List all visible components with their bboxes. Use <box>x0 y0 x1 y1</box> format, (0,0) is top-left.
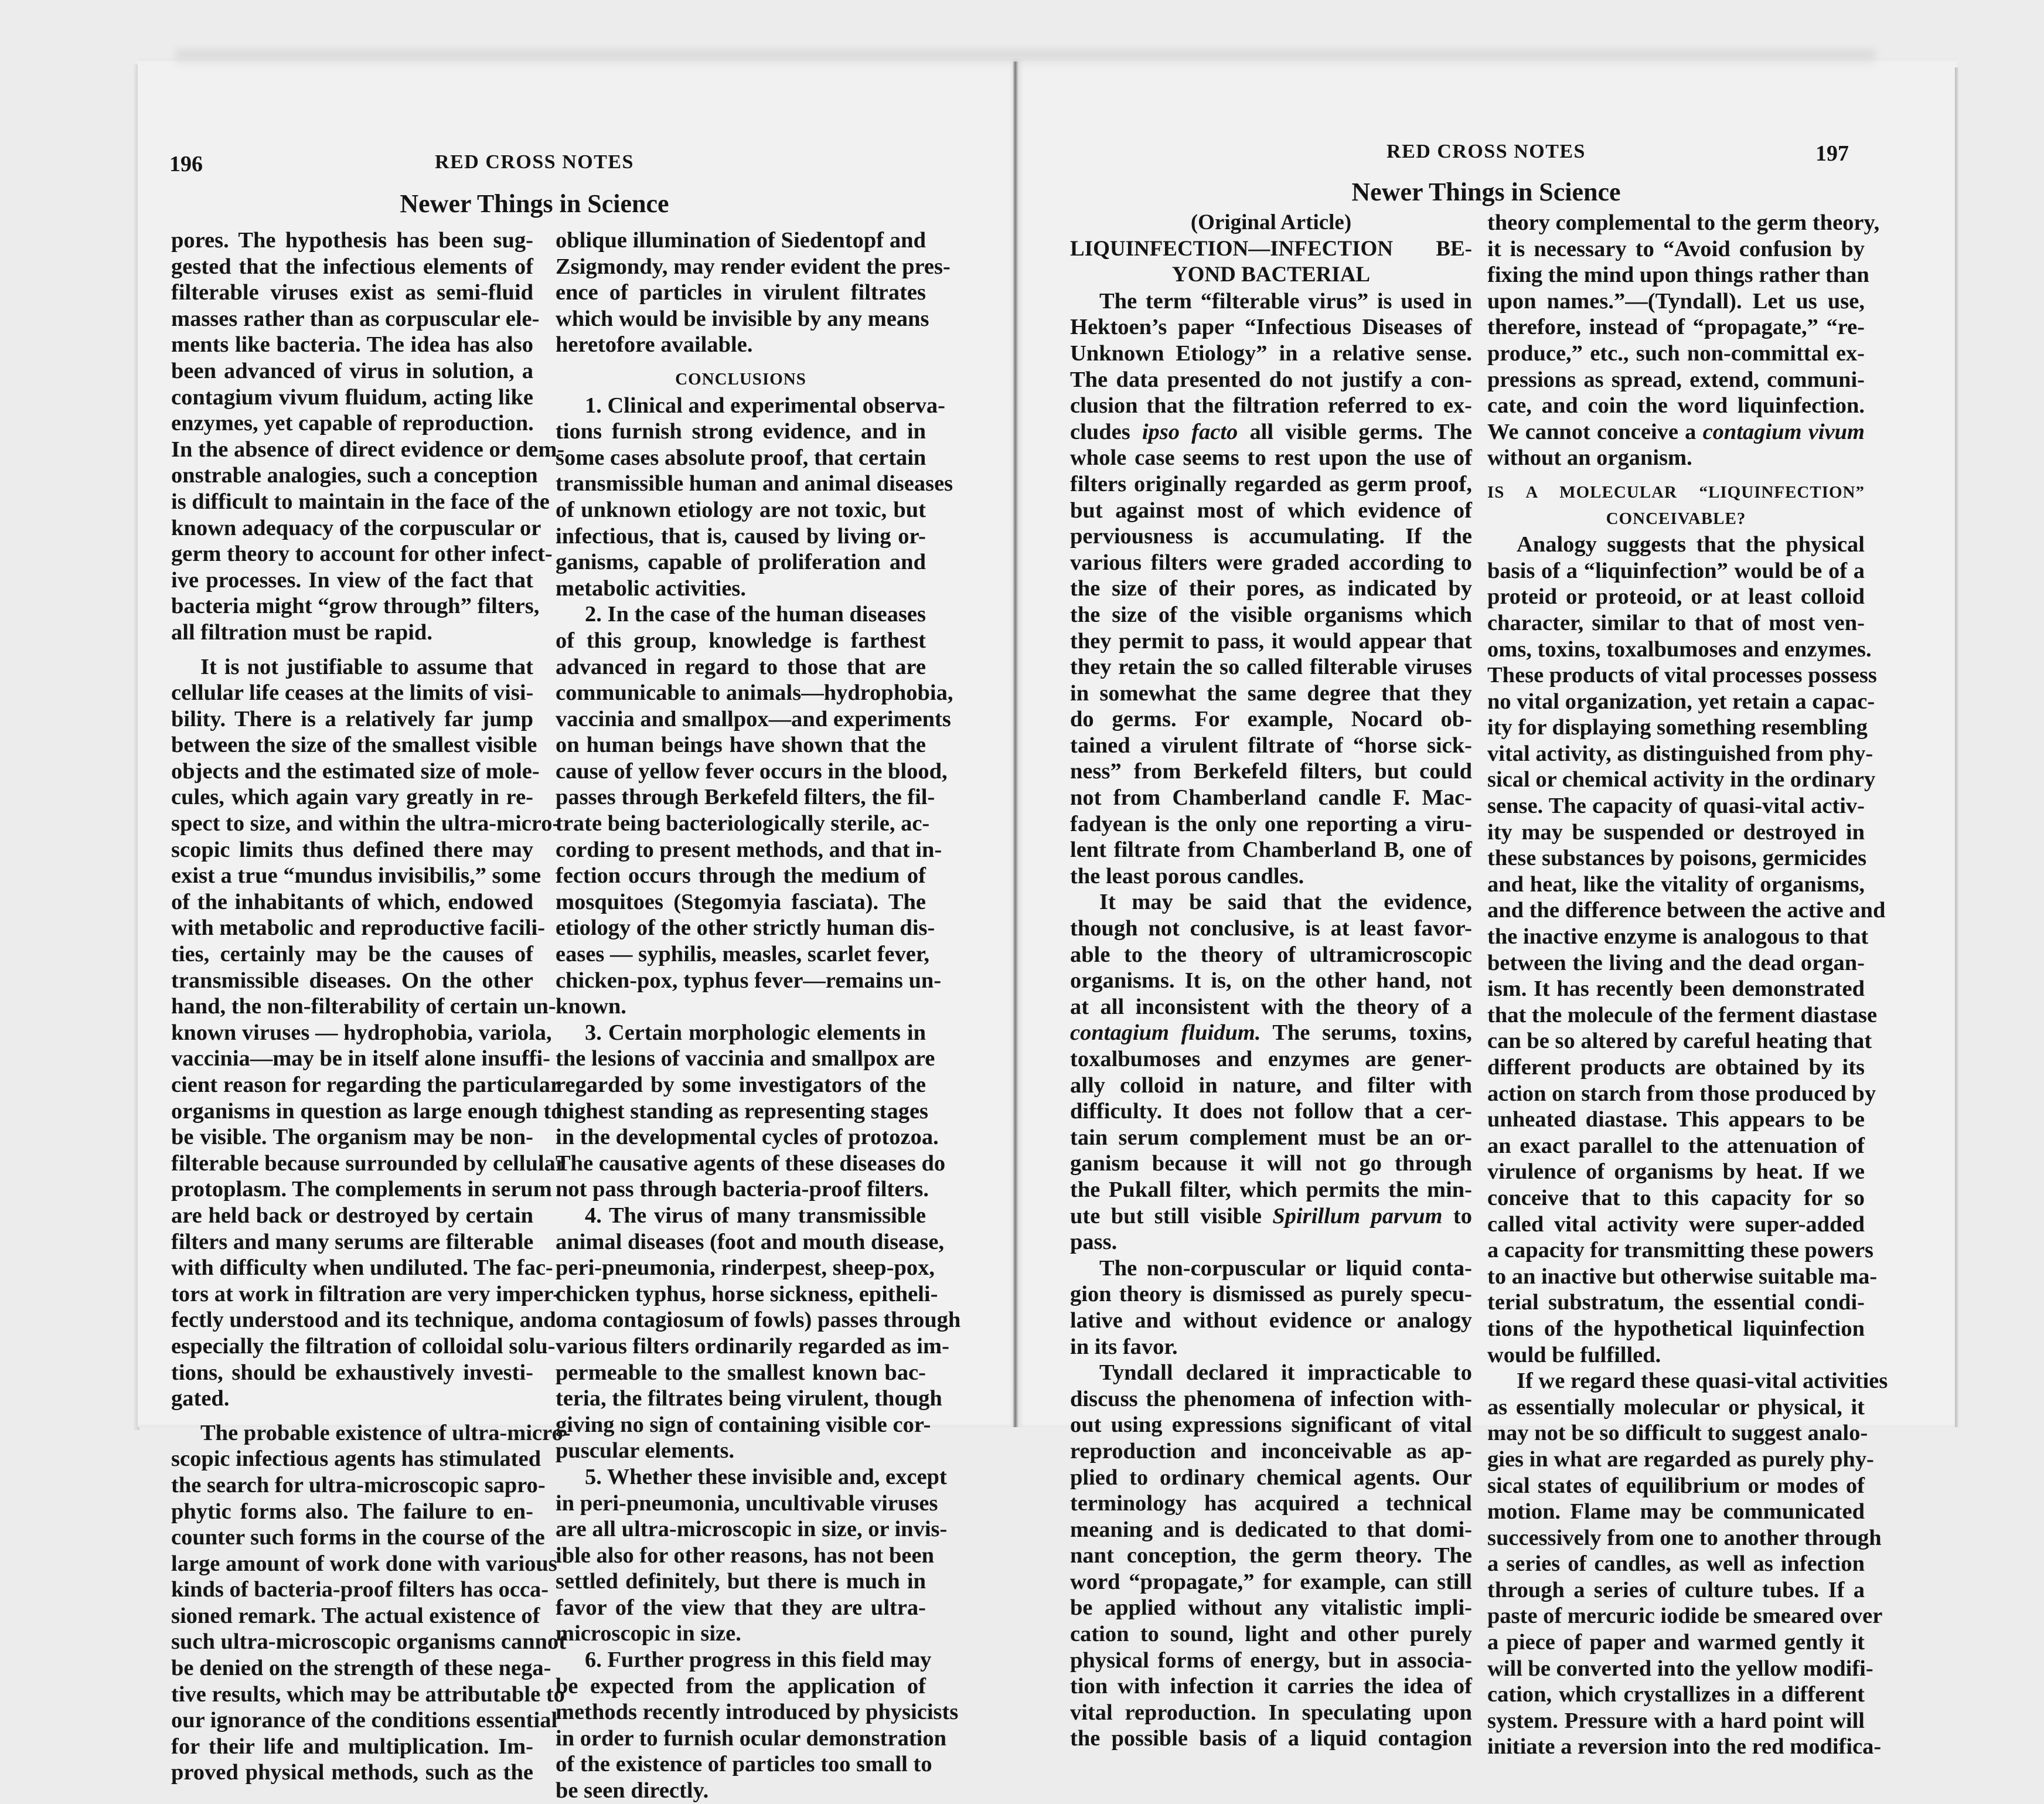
text-line: (Original Article) <box>1190 210 1352 234</box>
text-line: tions of the hypothetical liquinfection <box>1487 1316 1865 1341</box>
text-line: different products are obtained by its <box>1487 1055 1865 1080</box>
text-line: 5. Whether these invisible and, except <box>585 1464 947 1489</box>
paragraph-gap <box>556 358 926 366</box>
text-line: virulence of organisms by heat. If we <box>1487 1159 1865 1184</box>
text-line: sense. The capacity of quasi-vital activ- <box>1487 794 1865 819</box>
text-line: difficulty. It does not follow that a cer- <box>1070 1099 1472 1124</box>
text-line: passes through Berkefeld filters, the fil- <box>556 785 935 810</box>
text-line: be visible. The organism may be non- <box>171 1125 533 1150</box>
text-line: kinds of bacteria-proof filters has occa- <box>171 1577 549 1602</box>
text-line: puscular elements. <box>556 1438 735 1463</box>
text-line: not from Chamberland candle F. Mac- <box>1070 785 1472 811</box>
text-line: to an inactive but otherwise suitable ma- <box>1487 1264 1878 1289</box>
text-line: without an organism. <box>1487 445 1692 471</box>
text-line: fectly understood and its technique, and <box>171 1308 556 1333</box>
text-line: do germs. For example, Nocard ob- <box>1070 707 1472 732</box>
text-line: that the molecule of the ferment diastase <box>1487 1002 1878 1027</box>
text-line: large amount of work done with various <box>171 1551 557 1576</box>
right-page-column-2 <box>1487 210 1888 1760</box>
text-line: vaccinia and smallpox—and experiments <box>556 706 951 731</box>
text-line: for their life and multiplication. Im- <box>171 1734 533 1759</box>
text-line: sical states of equilibrium or modes of <box>1487 1473 1865 1498</box>
text-line: able to the theory of ultramicroscopic <box>1070 942 1472 967</box>
text-line: motion. Flame may be communicated <box>1487 1499 1865 1524</box>
text-line: scopic infectious agents has stimulated <box>171 1446 541 1472</box>
text-line: in peri-pneumonia, uncultivable viruses <box>556 1490 938 1516</box>
text-line: eases — syphilis, measles, scarlet fever, <box>556 942 929 967</box>
text-line: be seen directly. <box>556 1778 709 1803</box>
text-line: These products of vital processes possess <box>1487 663 1877 688</box>
text-line: animal diseases (foot and mouth disease, <box>556 1229 945 1254</box>
text-line: transmissible diseases. On the other <box>171 968 533 993</box>
text-line: highest standing as representing stages <box>556 1098 929 1124</box>
text-line: a piece of paper and warmed gently it <box>1487 1630 1865 1655</box>
text-line: toxalbumoses and enzymes are gener- <box>1070 1047 1472 1071</box>
text-line: various filters ordinarily regarded as im- <box>556 1333 949 1359</box>
text-line: CONCLUSIONS <box>675 369 806 389</box>
text-line: cording to present methods, and that in- <box>556 837 942 862</box>
text-line: unheated diastase. This appears to be <box>1487 1107 1865 1132</box>
text-line: metabolic activities. <box>556 576 747 601</box>
text-line: initiate a reversion into the red modifica- <box>1487 1734 1882 1759</box>
text-line: of the existence of particles too small to <box>556 1752 932 1777</box>
text-line: an exact parallel to the attenuation of <box>1487 1133 1865 1158</box>
text-line: scopic limits thus defined there may <box>171 837 533 862</box>
text-line: We cannot conceive a contagium vivum <box>1487 419 1865 444</box>
text-line: ally colloid in nature, and filter with <box>1070 1073 1472 1098</box>
text-line: phytic forms also. The failure to en- <box>171 1499 533 1524</box>
text-line: filterable because surrounded by cellular <box>171 1151 566 1176</box>
paragraph-gap <box>171 646 533 654</box>
running-head-right: RED CROSS NOTES <box>1386 141 1586 162</box>
text-line: transmissible human and animal diseases <box>556 471 953 496</box>
text-line: character, similar to that of most ven- <box>1487 610 1865 635</box>
text-line: and the difference between the active and <box>1487 898 1886 923</box>
text-line: protoplasm. The complements in serum <box>171 1177 552 1202</box>
text-line: sical or chemical activity in the ordinary <box>1487 767 1876 792</box>
text-line: may not be so difficult to suggest analo- <box>1487 1421 1868 1446</box>
text-line: a series of candles, as well as infection <box>1487 1551 1865 1577</box>
text-line: the least porous candles. <box>1070 863 1304 889</box>
text-line: trate being bacteriologically sterile, ac- <box>556 811 930 836</box>
text-line: gies in what are regarded as purely phy- <box>1487 1446 1874 1472</box>
text-line: are all ultra-microscopic in size, or invis- <box>556 1517 948 1542</box>
text-line: pass. <box>1070 1230 1118 1255</box>
text-line: ity may be suspended or destroyed in <box>1487 819 1865 845</box>
right-page-edge <box>1955 67 1958 1427</box>
text-line: out using expressions significant of vital <box>1070 1412 1472 1438</box>
text-line: plied to ordinary chemical agents. Our <box>1070 1465 1472 1490</box>
text-line: The term “filterable virus” is used in <box>1099 288 1472 314</box>
text-line: ganisms, capable of proliferation and <box>556 550 926 575</box>
text-line: counter such forms in the course of the <box>171 1525 545 1550</box>
left-page-column-1 <box>171 227 571 1786</box>
text-line: advanced in regard to those that are <box>556 654 926 679</box>
text-line: 3. Certain morphologic elements in <box>585 1020 926 1045</box>
text-line: objects and the estimated size of mole- <box>171 758 540 784</box>
text-line: upon names.”—(Tyndall). Let us use, <box>1487 288 1865 314</box>
text-line: be denied on the strength of these nega- <box>171 1656 551 1681</box>
text-line: Unknown Etiology” in a relative sense. <box>1070 341 1472 366</box>
text-line: and heat, like the vitality of organisms, <box>1487 872 1865 897</box>
text-line: system. Pressure with a hard point will <box>1487 1708 1865 1733</box>
text-line: ible also for other reasons, has not been <box>556 1543 934 1568</box>
text-line: gion theory is dismissed as purely specu- <box>1070 1282 1472 1307</box>
text-line: between the living and the dead organ- <box>1487 950 1865 975</box>
text-line: of the inhabitants of which, endowed <box>171 889 533 914</box>
text-line: settled definitely, but there is much in <box>556 1569 926 1594</box>
text-line: contagium fluidum. The serums, toxins, <box>1070 1020 1472 1046</box>
text-line: gated. <box>171 1386 230 1411</box>
text-line: cause of yellow fever occurs in the blood, <box>556 758 948 784</box>
text-line: clusion that the filtration referred to ex- <box>1070 393 1472 418</box>
text-line: are held back or destroyed by certain <box>171 1203 533 1228</box>
text-line: masses rather than as corpuscular ele- <box>171 306 540 331</box>
text-line: ive processes. In view of the fact that <box>171 567 533 593</box>
text-line: cludes ipso facto all visible germs. The <box>1070 419 1472 444</box>
text-line: it is necessary to “Avoid confusion by <box>1487 236 1865 261</box>
text-line: pressions as spread, extend, communi- <box>1487 367 1865 392</box>
text-line: organisms. It is, on the other hand, not <box>1070 968 1472 993</box>
text-line: gested that the infectious elements of <box>171 254 533 279</box>
italic-term: Spirillum parvum <box>1272 1203 1443 1228</box>
text-line: methods recently introduced by physicists <box>556 1700 959 1725</box>
italic-term: contagium vivum <box>1702 419 1865 444</box>
text-line: teria, the filtrates being virulent, though <box>556 1386 942 1411</box>
text-line: tions, should be exhaustively investi- <box>171 1360 533 1385</box>
text-line: bacteria might “grow through” filters, <box>171 594 540 619</box>
text-line: mosquitoes (Stegomyia fasciata). The <box>556 889 926 914</box>
italic-term: contagium fluidum. <box>1070 1020 1261 1046</box>
text-line: terminology has acquired a technical <box>1070 1491 1472 1516</box>
text-line: Hektoen’s paper “Infectious Diseases of <box>1070 315 1472 340</box>
text-line: IS A MOLECULAR “LIQUINFECTION” <box>1487 482 1865 502</box>
text-line: action on starch from those produced by <box>1487 1081 1876 1106</box>
text-line: these substances by poisons, germicides <box>1487 846 1867 871</box>
text-line: they permit to pass, it would appear that <box>1070 628 1472 653</box>
text-line: tained a virulent filtrate of “horse sick- <box>1070 733 1472 758</box>
text-line: filters and many serums are filterable <box>171 1229 534 1254</box>
text-line: heretofore available. <box>556 332 753 358</box>
section-title-right: Newer Things in Science <box>1351 178 1621 206</box>
paragraph-gap <box>1487 471 1865 479</box>
text-line: reproduction and inconceivable as ap- <box>1070 1438 1472 1463</box>
text-line: Zsigmondy, may render evident the pres- <box>556 254 951 279</box>
italic-term: ipso facto <box>1142 419 1238 444</box>
text-line: which would be invisible by any means <box>556 306 929 331</box>
right-page-column-1 <box>1070 210 1472 1752</box>
left-page-column-2 <box>556 227 961 1804</box>
text-line: on human beings have shown that the <box>556 733 926 758</box>
book-gutter <box>1013 62 1018 1427</box>
running-head-left: RED CROSS NOTES <box>435 151 634 173</box>
text-line: communicable to animals—hydrophobia, <box>556 680 953 706</box>
text-line: in its favor. <box>1070 1334 1178 1359</box>
text-line: conceive that to this capacity for so <box>1487 1185 1865 1210</box>
text-line: ism. It has recently been demonstrated <box>1487 976 1865 1002</box>
text-line: organisms in question as large enough to <box>171 1098 563 1124</box>
text-line: LIQUINFECTION—INFECTION BE- <box>1070 236 1472 261</box>
text-line: proteid or proteoid, or at least colloid <box>1487 584 1865 610</box>
text-line: especially the filtration of colloidal solu- <box>171 1333 556 1359</box>
text-line: as essentially molecular or physical, it <box>1487 1394 1865 1420</box>
text-line: tions furnish strong evidence, and in <box>556 419 926 444</box>
text-line: filters originally regarded as germ proof, <box>1070 471 1472 496</box>
text-line: cellular life ceases at the limits of visi- <box>171 680 534 706</box>
page-number-right: 197 <box>1815 141 1849 166</box>
text-line: would be fulfilled. <box>1487 1342 1661 1367</box>
paragraph-gap <box>171 1412 533 1420</box>
text-line: known. <box>556 994 626 1019</box>
text-line: Tyndall declared it impracticable to <box>1099 1360 1472 1386</box>
text-line: bility. There is a relatively far jump <box>171 706 533 731</box>
text-line: with difficulty when undiluted. The fac- <box>171 1255 553 1281</box>
text-line: between the size of the smallest visible <box>171 733 537 758</box>
text-line: cules, which again vary greatly in re- <box>171 785 533 810</box>
page-number-left: 196 <box>169 152 203 176</box>
text-line: cation, which crystallizes in a different <box>1487 1682 1865 1707</box>
text-line: If we regard these quasi-vital activities <box>1517 1369 1888 1394</box>
text-line: though not conclusive, is at least favor- <box>1070 916 1472 941</box>
text-line: The causative agents of these diseases do <box>556 1151 946 1176</box>
text-line: oms, toxins, toxalbumoses and enzymes. <box>1487 636 1872 662</box>
text-line: ute but still visible Spirillum parvum to <box>1070 1203 1472 1228</box>
text-line: pores. The hypothesis has been sug- <box>171 228 533 253</box>
text-line: permeable to the smallest known bac- <box>556 1360 926 1385</box>
text-line: 1. Clinical and experimental observa- <box>585 393 945 418</box>
text-line: tion with infection it carries the idea of <box>1070 1674 1472 1699</box>
page-top-shadow <box>176 50 1875 67</box>
text-line: no vital organization, yet retain a capac- <box>1487 689 1875 714</box>
text-line: oma contagiosum of fowls) passes through <box>556 1308 961 1333</box>
text-line: tive results, which may be attributable to <box>171 1682 565 1707</box>
text-line: peri-pneumonia, rinderpest, sheep-pox, <box>556 1255 935 1281</box>
text-line: the inactive enzyme is analogous to that <box>1487 924 1869 949</box>
text-line: whole case seems to rest upon the use of <box>1070 445 1472 471</box>
text-line: be expected from the application of <box>556 1673 926 1699</box>
text-line: basis of a “liquinfection” would be of a <box>1487 558 1865 583</box>
text-line: the Pukall filter, which permits the min- <box>1070 1177 1472 1202</box>
text-line: the size of their pores, as indicated by <box>1070 576 1472 601</box>
text-line: lent filtrate from Chamberland B, one of <box>1070 838 1472 863</box>
text-line: regarded by some investigators of the <box>556 1073 926 1097</box>
text-line: cient reason for regarding the particular <box>171 1073 561 1097</box>
text-line: lative and without evidence or analogy <box>1070 1308 1472 1333</box>
text-line: cation to sound, light and other purely <box>1070 1622 1472 1647</box>
text-line: In the absence of direct evidence or dem- <box>171 437 565 462</box>
text-line: onstrable analogies, such a conception <box>171 463 538 488</box>
text-line: ganism because it will not go through <box>1070 1151 1472 1176</box>
text-line: through a series of culture tubes. If a <box>1487 1577 1865 1602</box>
text-line: YOND BACTERIAL <box>1171 263 1371 287</box>
text-line: etiology of the other strictly human dis- <box>556 915 935 941</box>
text-line: terial substratum, the essential condi- <box>1487 1290 1865 1315</box>
text-line: meaning and is dedicated to that domi- <box>1070 1517 1472 1542</box>
text-line: 6. Further progress in this field may <box>585 1648 932 1673</box>
text-line: fadyean is the only one reporting a viru- <box>1070 811 1472 836</box>
text-line: but against most of which evidence of <box>1070 498 1472 523</box>
text-line: discuss the phenomena of infection with- <box>1070 1386 1472 1411</box>
text-line: favor of the view that they are ultra- <box>556 1595 926 1620</box>
text-line: in the developmental cycles of protozoa. <box>556 1125 939 1150</box>
text-line: CONCEIVABLE? <box>1606 509 1746 528</box>
text-line: chicken-pox, typhus fever—remains un- <box>556 968 942 993</box>
text-line: vaccinia—may be in itself alone insuffi- <box>171 1046 550 1071</box>
text-line: The data presented do not justify a con- <box>1070 367 1472 392</box>
text-line: tors at work in filtration are very imper- <box>171 1281 560 1306</box>
text-line: cate, and coin the word liquinfection. <box>1487 393 1865 418</box>
text-line: proved physical methods, such as the <box>171 1760 533 1785</box>
text-line: hand, the non-filterability of certain un- <box>171 994 556 1019</box>
text-line: successively from one to another through <box>1487 1525 1882 1550</box>
text-line: such ultra-microscopic organisms cannot <box>171 1629 567 1655</box>
text-line: of this group, knowledge is farthest <box>556 628 926 653</box>
text-line: not pass through bacteria-proof filters. <box>556 1177 929 1202</box>
text-line: oblique illumination of Siedentopf and <box>556 228 926 253</box>
text-line: fixing the mind upon things rather than <box>1487 263 1869 288</box>
text-line: Analogy suggests that the physical <box>1517 532 1865 557</box>
text-line: paste of mercuric iodide be smeared over <box>1487 1604 1883 1629</box>
text-line: word “propagate,” for example, can still <box>1070 1569 1472 1594</box>
text-line: spect to size, and within the ultra-micro- <box>171 811 560 836</box>
text-line: therefore, instead of “propagate,” “re- <box>1487 315 1865 340</box>
text-line: sioned remark. The actual existence of <box>171 1603 540 1628</box>
text-line: 4. The virus of many transmissible <box>585 1203 926 1228</box>
text-line: known adequacy of the corpuscular or <box>171 515 541 540</box>
text-line: vital activity, as distinguished from phy- <box>1487 741 1873 766</box>
text-line: been advanced of virus in solution, a <box>171 358 533 383</box>
text-line: nant conception, the germ theory. The <box>1070 1543 1472 1568</box>
text-line: The non-corpuscular or liquid conta- <box>1099 1255 1472 1281</box>
text-line: our ignorance of the conditions essential <box>171 1708 558 1733</box>
text-line: with metabolic and reproductive facili- <box>171 915 546 941</box>
text-line: germ theory to account for other infect- <box>171 542 553 567</box>
text-line: called vital activity were super-added <box>1487 1211 1865 1237</box>
text-line: at all inconsistent with the theory of a <box>1070 994 1472 1019</box>
text-line: the size of the visible organisms which <box>1070 602 1472 627</box>
text-line: giving no sign of containing visible cor- <box>556 1412 931 1437</box>
text-line: various filters were graded according to <box>1070 550 1472 575</box>
text-line: ties, certainly may be the causes of <box>171 942 533 967</box>
text-line: It is not justifiable to assume that <box>200 654 533 679</box>
section-title-left: Newer Things in Science <box>400 189 669 218</box>
text-line: filterable viruses exist as semi-fluid <box>171 280 533 305</box>
text-line: ness” from Berkefeld filters, but could <box>1070 759 1472 784</box>
text-line: some cases absolute proof, that certain <box>556 445 926 470</box>
text-line: the search for ultra-microscopic sapro- <box>171 1472 546 1497</box>
text-line: all filtration must be rapid. <box>171 620 432 645</box>
text-line: fection occurs through the medium of <box>556 863 926 889</box>
text-line: 2. In the case of the human diseases <box>585 602 926 627</box>
text-line: of unknown etiology are not toxic, but <box>556 497 926 522</box>
text-line: exist a true “mundus invisibilis,” some <box>171 863 541 889</box>
text-line: can be so altered by careful heating that <box>1487 1029 1872 1054</box>
text-line: physical forms of energy, but in associa- <box>1070 1648 1472 1673</box>
text-line: the lesions of vaccinia and smallpox are <box>556 1046 935 1071</box>
text-line: known viruses — hydrophobia, variola, <box>171 1020 552 1045</box>
text-line: in somewhat the same degree that they <box>1070 680 1472 706</box>
text-line: ments like bacteria. The idea has also <box>171 332 533 358</box>
text-line: they retain the so called filterable viruses <box>1070 655 1472 680</box>
text-line: ity for displaying something resembling <box>1487 715 1868 740</box>
text-line: a capacity for transmitting these powers <box>1487 1238 1874 1263</box>
text-line: tain serum complement must be an or- <box>1070 1125 1472 1150</box>
text-line: infectious, that is, caused by living or- <box>556 523 926 549</box>
text-line: vital reproduction. In speculating upon <box>1070 1700 1472 1725</box>
text-line: produce,” etc., such non-committal ex- <box>1487 341 1865 366</box>
text-line: enzymes, yet capable of reproduction. <box>171 411 534 436</box>
text-line: the possible basis of a liquid contagion <box>1070 1726 1472 1751</box>
text-line: will be converted into the yellow modifi- <box>1487 1656 1873 1681</box>
text-line: contagium vivum fluidum, acting like <box>171 384 533 410</box>
text-line: theory complemental to the germ theory, <box>1487 210 1880 235</box>
text-line: in order to furnish ocular demonstration <box>556 1725 947 1751</box>
text-line: microscopic in size. <box>556 1621 741 1646</box>
text-line: ence of particles in virulent filtrates <box>556 280 926 305</box>
text-line: perviousness is accumulating. If the <box>1070 524 1472 549</box>
text-line: The probable existence of ultra-micro- <box>200 1420 571 1445</box>
text-line: is difficult to maintain in the face of the <box>171 489 550 514</box>
text-line: be applied without any vitalistic impli- <box>1070 1595 1472 1621</box>
text-line: chicken typhus, horse sickness, epitheli- <box>556 1281 938 1306</box>
text-line: It may be said that the evidence, <box>1099 890 1472 915</box>
